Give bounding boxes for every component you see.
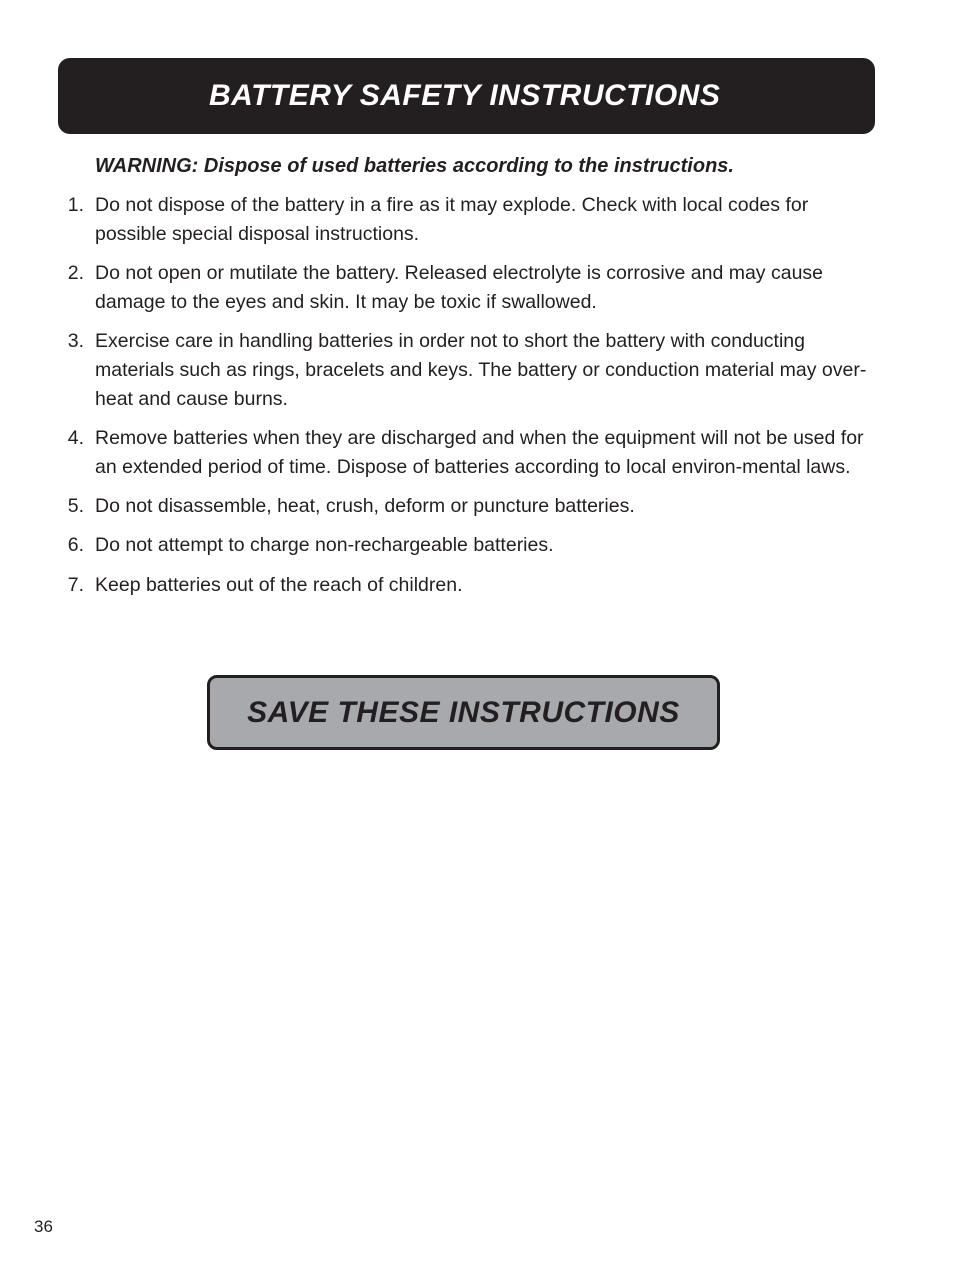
list-item-text: Do not dispose of the battery in a fire as it may explode. Check with local codes for possible special disposal instructions.	[95, 194, 809, 245]
page-number: 36	[34, 1217, 53, 1236]
list-item	[60, 191, 880, 249]
list-item	[60, 531, 880, 560]
list-item	[60, 492, 880, 521]
list-item-text: Exercise care in handling batteries in order not to short the battery with conducting materials such as rings, bracelets and keys. The battery or conduction material may over-heat and cause burns.	[95, 330, 867, 410]
instructions-list	[60, 191, 880, 610]
list-item	[60, 259, 880, 317]
warning-text: WARNING: Dispose of used batteries according to the instructions.	[95, 155, 734, 177]
section-header-bar	[58, 58, 875, 134]
list-item-text: Do not disassemble, heat, crush, deform or puncture batteries.	[95, 495, 635, 518]
list-item-number: 1.	[67, 194, 84, 216]
list-item-number: 3.	[67, 330, 84, 353]
list-item-number: 6.	[67, 534, 84, 557]
list-item-number: 7.	[67, 573, 84, 596]
list-item-text: Do not attempt to charge non-rechargeable batteries.	[95, 534, 554, 557]
list-item-text: Remove batteries when they are discharged and when the equipment will not be used for an extended period of time. Dispose of batteries according to local environ-mental laws.	[95, 427, 864, 478]
list-item	[60, 327, 880, 413]
save-instructions-label: SAVE THESE INSTRUCTIONS	[247, 695, 680, 729]
list-item	[60, 424, 880, 482]
list-item-text: Keep batteries out of the reach of children.	[95, 573, 463, 596]
save-instructions-box	[207, 675, 720, 750]
list-item-number: 4.	[67, 427, 84, 450]
section-title: BATTERY SAFETY INSTRUCTIONS	[209, 79, 721, 112]
list-item	[60, 571, 880, 600]
list-item-number: 5.	[67, 495, 84, 518]
list-item-text: Do not open or mutilate the battery. Released electrolyte is corrosive and may cause damage to the eyes and skin. It may be toxic if swallowed.	[95, 262, 824, 313]
list-item-number: 2.	[67, 262, 84, 285]
